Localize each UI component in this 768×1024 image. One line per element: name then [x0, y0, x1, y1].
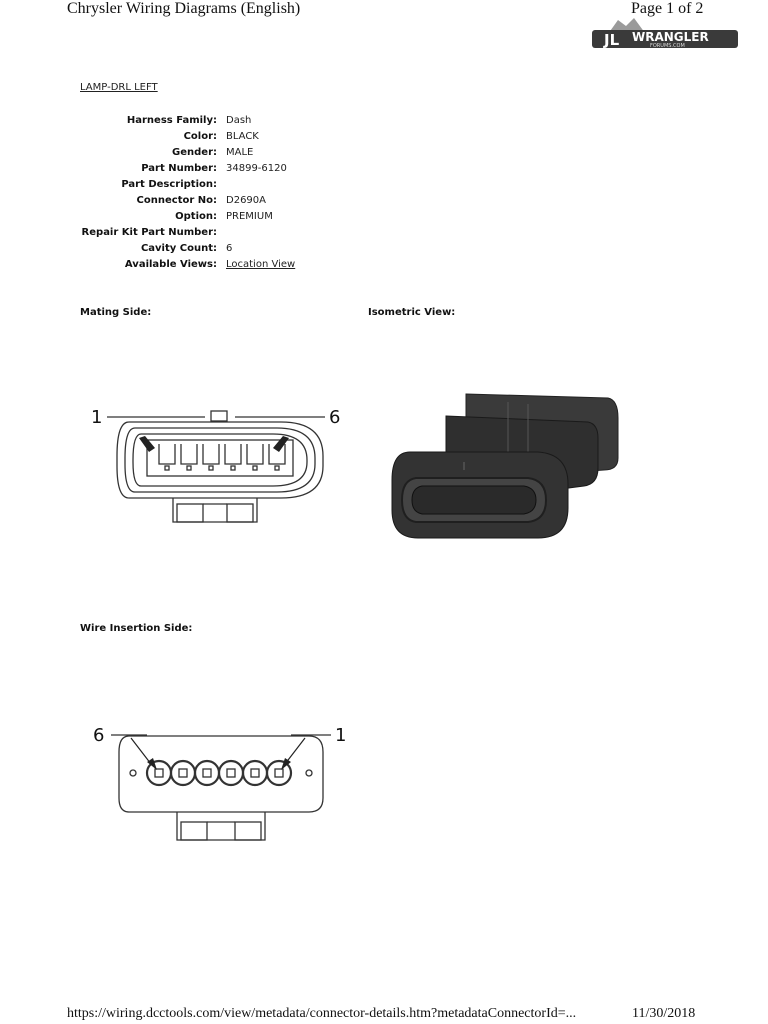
prop-part-description [0, 179, 768, 193]
isometric-view-label: Isometric View: [368, 307, 456, 318]
wire-insertion-side-label: Wire Insertion Side: [80, 623, 193, 634]
prop-part-number [0, 163, 768, 177]
svg-text:FORUMS.COM: FORUMS.COM [650, 43, 685, 49]
mating-pin-6-label: 6 [329, 407, 341, 428]
footer-url: https://wiring.dcctools.com/view/metadata/connector-details.htm?metadataConnectorId=... [67, 1006, 577, 1021]
prop-label: Option: [175, 211, 217, 222]
prop-connector-no [0, 195, 768, 209]
prop-label: Part Description: [121, 179, 217, 190]
wrangler-forums-logo [590, 14, 740, 52]
prop-option [0, 211, 768, 225]
prop-label: Connector No: [136, 195, 217, 206]
svg-text:WRANGLER: WRANGLER [632, 30, 709, 44]
prop-label: Cavity Count: [140, 243, 217, 254]
wire-pin-6-label: 6 [93, 725, 105, 746]
mating-pin-1-label: 1 [91, 407, 103, 428]
prop-value: D2690A [226, 195, 266, 206]
footer-date: 11/30/2018 [632, 1006, 696, 1021]
prop-cavity-count [0, 243, 768, 257]
svg-text:JL: JL [604, 31, 620, 49]
prop-value: PREMIUM [226, 211, 273, 222]
prop-label: Part Number: [141, 163, 217, 174]
prop-available-views [0, 259, 768, 273]
wire-insertion-side-diagram [85, 718, 355, 848]
prop-label: Repair Kit Part Number: [81, 227, 217, 238]
isometric-connector-image [388, 388, 623, 543]
mating-side-label: Mating Side: [80, 307, 152, 318]
prop-value: BLACK [226, 131, 259, 142]
location-view-link[interactable]: Location View [226, 259, 296, 270]
prop-harness-family [0, 115, 768, 129]
prop-value: 34899-6120 [226, 163, 287, 174]
wire-pin-1-label: 1 [335, 725, 347, 746]
page-number: Page 1 of 2 [631, 0, 704, 17]
prop-repair-kit [0, 227, 768, 241]
connector-name: LAMP-DRL LEFT [80, 82, 158, 93]
prop-label: Harness Family: [126, 115, 217, 126]
prop-value: 6 [226, 243, 233, 254]
prop-color [0, 131, 768, 145]
prop-label: Gender: [172, 147, 217, 158]
prop-gender [0, 147, 768, 161]
prop-value: Dash [226, 115, 252, 126]
prop-label: Color: [183, 131, 217, 142]
prop-label: Available Views: [124, 259, 217, 270]
document-title: Chrysler Wiring Diagrams (English) [67, 0, 301, 17]
mating-side-diagram [85, 400, 355, 530]
prop-value: MALE [226, 147, 254, 158]
